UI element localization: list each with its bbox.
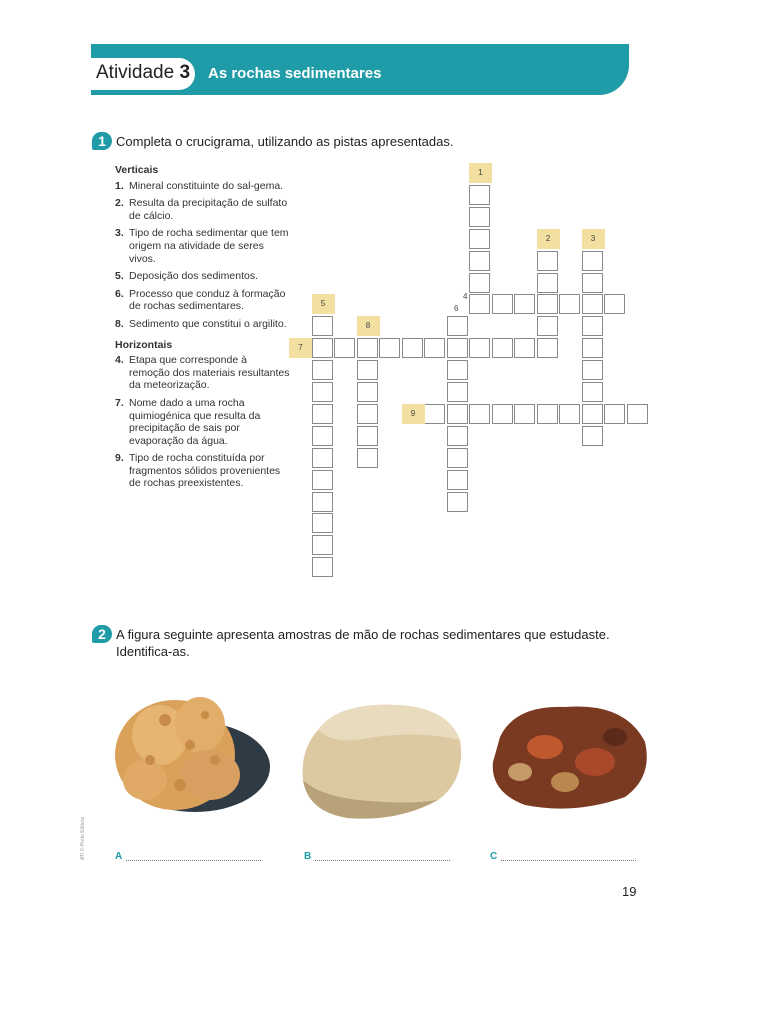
crossword-cell[interactable] [582,426,603,446]
crossword-cell[interactable] [357,404,378,424]
crossword-cell[interactable] [312,557,333,577]
crossword-cell[interactable] [312,338,333,358]
crossword-cell[interactable] [357,338,378,358]
crossword-cell[interactable] [627,404,648,424]
clue-vertical-3: 3. Tipo de rocha sedimentar que tem origem na atividade de seres vivos. [115,227,289,265]
crossword-cell[interactable] [537,404,558,424]
crossword-number-7: 7 [289,338,312,358]
crossword-cell[interactable] [604,294,625,314]
crossword-cell[interactable] [514,294,535,314]
crossword-cell[interactable] [312,382,333,402]
answer-label-c: C [490,851,498,862]
crossword-cell[interactable] [537,338,558,358]
crossword-cell[interactable] [469,207,490,227]
horizontais-heading: Horizontais [115,338,173,351]
crossword-cell[interactable] [514,404,535,424]
clues-panel [115,164,290,495]
crossword-cell[interactable] [312,316,333,336]
crossword-cell[interactable] [537,294,558,314]
crossword-cell[interactable] [469,251,490,271]
crossword-number-4: 4 [463,292,468,301]
crossword-cell[interactable] [447,448,468,468]
clue-vertical-5: 5. Deposição dos sedimentos. [115,270,258,283]
crossword-cell[interactable] [469,404,490,424]
question-1-badge: 1 [92,132,112,150]
answer-line-c[interactable] [501,859,636,861]
crossword-cell[interactable] [312,448,333,468]
clue-vertical-2: 2. Resulta da precipitação de sulfato de cálcio. [115,197,288,222]
crossword-cell[interactable] [312,360,333,380]
crossword-number-9: 9 [402,404,425,424]
page-title: As rochas sedimentares [208,65,382,82]
crossword-cell[interactable] [424,404,445,424]
crossword-cell[interactable] [447,426,468,446]
clue-vertical-1: 1. Mineral constituinte do sal-gema. [115,179,284,192]
crossword-cell[interactable] [492,294,513,314]
activity-number: 3 [179,62,191,83]
crossword-number-6: 6 [454,304,459,313]
rock-photo-b [298,700,468,825]
crossword-cell[interactable] [312,513,333,533]
crossword-cell[interactable] [514,338,535,358]
crossword-cell[interactable] [447,360,468,380]
crossword-cell[interactable] [312,470,333,490]
crossword-number-1: 1 [469,163,492,183]
clue-horizontal-9: 9. Tipo de rocha constituída por fragmentos sólidos provenientes de rochas preexistentes. [115,452,281,490]
crossword-cell[interactable] [312,404,333,424]
crossword-number-5: 5 [312,294,335,314]
crossword-cell[interactable] [357,360,378,380]
crossword-cell[interactable] [582,251,603,271]
crossword-cell[interactable] [312,426,333,446]
crossword-cell[interactable] [447,338,468,358]
crossword-cell[interactable] [492,404,513,424]
crossword-cell[interactable] [469,273,490,293]
question-2-badge: 2 [92,625,112,643]
answer-line-a[interactable] [126,859,261,861]
crossword-number-3: 3 [582,229,605,249]
question-2-instruction-line2: Identifica-as. [116,644,190,659]
crossword-cell[interactable] [582,382,603,402]
crossword-cell[interactable] [469,229,490,249]
verticais-heading: Verticais [115,164,159,176]
crossword-cell[interactable] [357,426,378,446]
crossword-cell[interactable] [582,316,603,336]
crossword-number-8: 8 [357,316,380,336]
crossword-cell[interactable] [559,294,580,314]
clue-horizontal-4: 4. Etapa que corresponde à remoção dos materiais resultantes da meteorização. [115,354,290,392]
rock-photo-c [485,697,655,817]
answer-line-b[interactable] [315,859,450,861]
clue-vertical-6: 6. Processo que conduz à formação de rochas sedimentares. [115,287,286,313]
crossword-cell[interactable] [537,316,558,336]
crossword-cell[interactable] [402,338,423,358]
crossword-cell[interactable] [357,382,378,402]
crossword-cell[interactable] [582,273,603,293]
crossword-cell[interactable] [537,273,558,293]
crossword-number-2: 2 [537,229,560,249]
crossword-cell[interactable] [469,185,490,205]
crossword-cell[interactable] [469,294,490,314]
crossword-cell[interactable] [447,316,468,336]
page-number: 19 [622,884,637,899]
clue-horizontal-7: 7. Nome dado a uma rocha quimiogénica que resulta da precipitação de sais por evaporação da água. [115,396,261,447]
crossword-cell[interactable] [604,404,625,424]
activity-label [96,62,190,84]
activity-word: Atividade [96,62,175,83]
crossword-cell[interactable] [424,338,445,358]
crossword-cell[interactable] [582,404,603,424]
crossword-cell[interactable] [582,294,603,314]
crossword-cell[interactable] [334,338,355,358]
crossword-cell[interactable] [357,448,378,468]
crossword-cell[interactable] [447,470,468,490]
crossword-cell[interactable] [492,338,513,358]
crossword-cell[interactable] [312,492,333,512]
crossword-cell[interactable] [447,382,468,402]
crossword-cell[interactable] [582,360,603,380]
crossword-cell[interactable] [312,535,333,555]
rock-photo-a [105,675,270,825]
crossword-cell[interactable] [582,338,603,358]
crossword-cell[interactable] [559,404,580,424]
crossword-cell[interactable] [469,338,490,358]
clue-vertical-8: 8. Sedimento que constitui o argilito. [115,317,287,330]
question-1-instruction: Completa o crucigrama, utilizando as pistas apresentadas. [116,134,454,149]
answer-label-a: A [115,851,123,862]
side-credit: ATI © Porto Editora [80,816,86,860]
crossword-cell[interactable] [447,404,468,424]
crossword-cell[interactable] [379,338,400,358]
crossword-cell[interactable] [447,492,468,512]
question-2-instruction-line1: A figura seguinte apresenta amostras de mão de rochas sedimentares que estudaste. [116,627,610,642]
crossword-cell[interactable] [537,251,558,271]
answer-label-b: B [304,851,312,862]
